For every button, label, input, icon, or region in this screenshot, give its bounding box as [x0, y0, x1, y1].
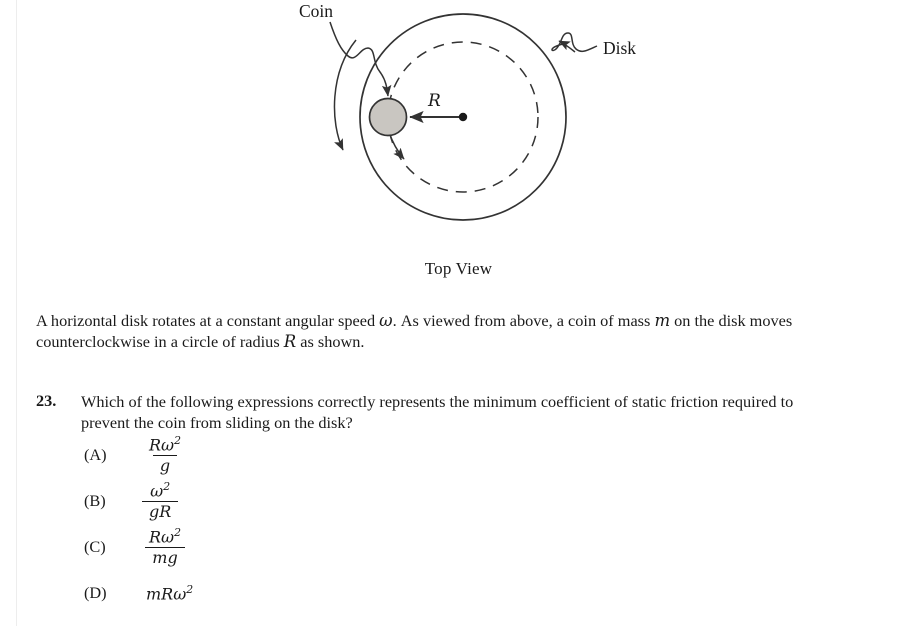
- answer-choice-d[interactable]: [84, 570, 484, 616]
- figure-caption-top-view: Top View: [424, 259, 493, 278]
- answer-choice-d-exponent: 2: [186, 582, 194, 596]
- symbol-radius-r: R: [283, 332, 297, 351]
- answer-choice-a-numerator: [142, 435, 188, 455]
- question-number: 23.: [36, 391, 57, 410]
- answer-choice-a-expression: [142, 435, 188, 475]
- disk-leader-line: [552, 33, 597, 51]
- problem-description-line-2: [36, 331, 881, 352]
- answer-choice-d-label: (D): [84, 583, 107, 602]
- answer-choice-c-label: (C): [84, 537, 106, 556]
- question-text-line-2: prevent the coin from sliding on the disk?: [81, 413, 353, 432]
- disk-center-dot: [459, 113, 467, 121]
- disk-label: Disk: [603, 38, 637, 58]
- answer-choice-a-numerator-base: Rω: [149, 435, 175, 455]
- answer-choices-list: [84, 432, 484, 616]
- prose-text-1c: on the disk moves: [670, 311, 793, 330]
- answer-choice-c[interactable]: [84, 524, 484, 570]
- prose-text-2a: counterclockwise in a circle of radius: [36, 332, 284, 351]
- answer-choice-c-numerator: [142, 527, 188, 547]
- answer-choice-b-label: (B): [84, 491, 106, 510]
- problem-description: [36, 310, 881, 352]
- answer-choice-c-numerator-base: Rω: [149, 527, 175, 547]
- question-text: [81, 391, 881, 433]
- answer-choice-a-label: (A): [84, 445, 107, 464]
- answer-choice-c-expression: [142, 527, 188, 567]
- physics-diagram: [0, 0, 917, 245]
- answer-choice-b-numerator-exponent: 2: [163, 479, 171, 493]
- rotation-arc-left: [334, 40, 356, 150]
- symbol-omega: ω: [379, 311, 393, 330]
- answer-choice-b-expression: [142, 481, 178, 521]
- prose-text-2b: as shown.: [296, 332, 365, 351]
- answer-choice-b-numerator-base: ω: [150, 481, 164, 501]
- answer-choice-b[interactable]: [84, 478, 484, 524]
- answer-choice-c-denominator: mg: [145, 547, 184, 567]
- answer-choice-b-denominator: gR: [142, 501, 178, 521]
- question-text-line-1: Which of the following expressions correctly represents the minimum coefficient of static friction required to: [81, 392, 794, 411]
- coin-circle: [370, 99, 407, 136]
- prose-text-1b: . As viewed from above, a coin of mass: [392, 311, 655, 330]
- answer-choice-a[interactable]: [84, 432, 484, 478]
- answer-choice-d-base: mRω: [146, 584, 187, 604]
- question-block: [36, 391, 881, 433]
- answer-choice-a-denominator: g: [153, 455, 177, 475]
- radius-label: R: [428, 91, 441, 111]
- prose-text-1a: A horizontal disk rotates at a constant angular speed: [36, 311, 380, 330]
- symbol-mass-m: m: [654, 311, 671, 330]
- answer-choice-c-numerator-exponent: 2: [174, 525, 182, 539]
- coin-label: Coin: [299, 1, 334, 21]
- answer-choice-b-numerator: [143, 481, 177, 501]
- answer-choice-a-numerator-exponent: 2: [174, 433, 182, 447]
- problem-description-line-1: [36, 310, 881, 331]
- answer-choice-d-expression: [146, 583, 193, 603]
- coin-leader-line: [330, 22, 388, 96]
